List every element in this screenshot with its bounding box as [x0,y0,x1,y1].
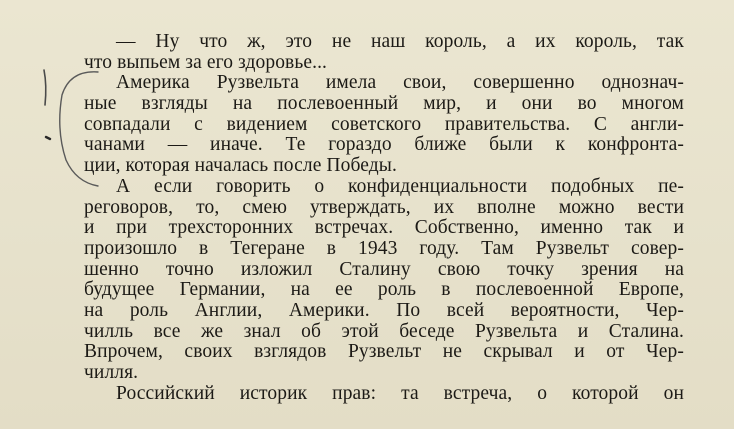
text-line: что выпьем за его здоровье... [84,51,328,73]
text-line: и при трехсторонних встречах. Собственно, именно так и [84,217,684,239]
text-line: на роль Англии, Америки. По всей вероятности, Чер- [84,299,684,321]
text-line: будущее Германии, на ее роль в послевоенной Европе, [84,279,684,301]
text-line: чилль все же знал об этой беседе Рузвельта и Сталина. [84,320,684,342]
text-line: чанами — иначе. Те гораздо ближе были к конфронта- [84,134,684,156]
text-line: шенно точно изложил Сталину свою точку зрения на [84,258,684,280]
text-line: совпадали с видением советского правительства. С англи- [84,113,684,135]
text-line: ные взгляды на послевоенный мир, и они во многом [84,93,684,115]
text-line: Российский историк прав: та встреча, о которой он [116,382,684,404]
book-text [84,32,684,404]
text-line: Америка Рузвельта имела свои, совершенно однознач- [116,72,684,94]
text-line: А если говорить о конфиденциальности подобных пе- [116,175,684,197]
text-line: ции, которая началась после Победы. [84,155,397,177]
text-line: — Ну что ж, это не наш король, а их король, так [116,31,684,52]
text-line: произошло в Тегеране в 1943 году. Там Рузвельт совер- [84,237,684,259]
text-line: реговоров, то, смею утверждать, их вполне можно вести [84,196,684,218]
text-line: Впрочем, своих взглядов Рузвельт не скрывал и от Чер- [84,341,684,363]
text-line: чилля. [84,362,139,383]
